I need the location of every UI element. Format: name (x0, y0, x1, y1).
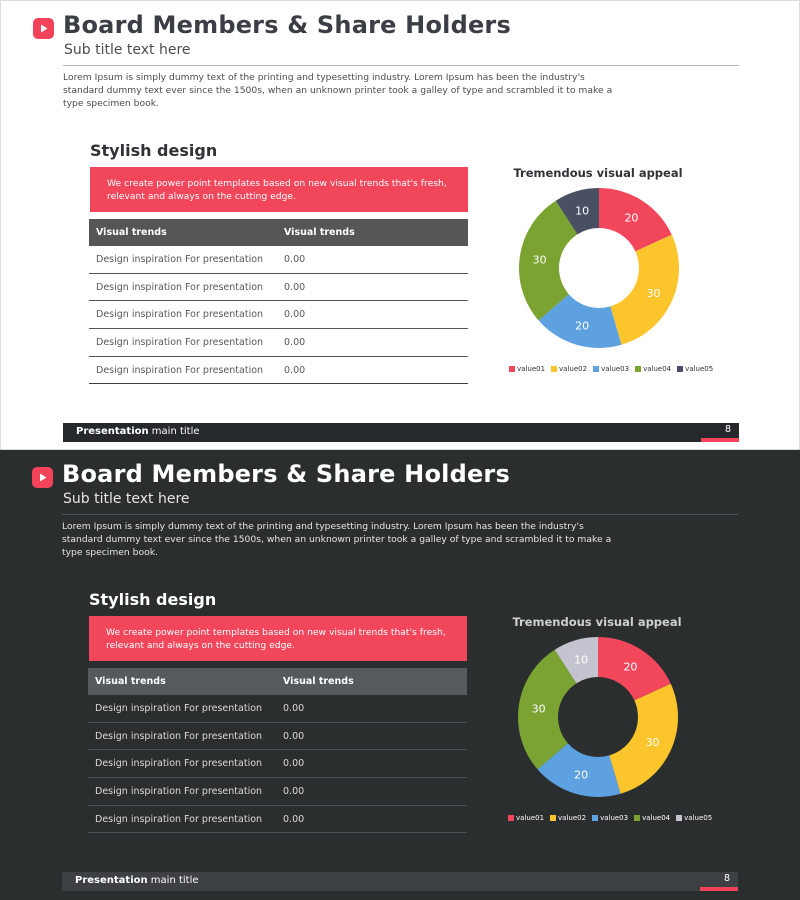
legend-label: value02 (558, 814, 587, 822)
section-heading: Stylish design (90, 141, 218, 160)
table-cell: 0.00 (283, 702, 305, 714)
footer-bar (63, 423, 739, 442)
legend-item-value03 (592, 814, 628, 822)
table-cell: Design inspiration For presentation (96, 364, 264, 376)
table-cell: 0.00 (283, 813, 305, 825)
legend-swatch (550, 815, 556, 821)
footer-title (76, 426, 200, 437)
footer-title-bold: Presentation (75, 875, 148, 886)
donut-chart (515, 184, 683, 352)
donut-slice-value02 (610, 235, 679, 345)
table-header (88, 668, 467, 695)
legend-swatch (676, 815, 682, 821)
table-cell: Design inspiration For presentation (96, 309, 264, 321)
table-header-cell: Visual trends (95, 676, 166, 687)
legend-label: value03 (601, 365, 630, 373)
chart-title: Tremendous visual appeal (512, 615, 682, 629)
legend-swatch (508, 815, 514, 821)
legend-label: value04 (643, 365, 672, 373)
table-cell: 0.00 (284, 364, 306, 376)
table-cell: 0.00 (284, 281, 306, 293)
legend-item-value05 (676, 814, 712, 822)
table-cell: Design inspiration For presentation (95, 785, 263, 797)
legend-item-value04 (634, 814, 670, 822)
legend-label: value01 (517, 365, 546, 373)
highlight-banner: We create power point templates based on new visual trends that's fresh, relevant and always on the cutting edge. (90, 167, 468, 212)
table-row (89, 301, 468, 329)
donut-slice-value02 (609, 684, 678, 794)
donut-data-label: 30 (646, 286, 661, 300)
table-cell: Design inspiration For presentation (95, 758, 263, 770)
table-cell: Design inspiration For presentation (96, 336, 264, 348)
play-logo-icon (33, 18, 54, 39)
chart-legend (509, 365, 719, 373)
footer-title-bold: Presentation (76, 426, 149, 437)
legend-label: value05 (684, 814, 713, 822)
table-cell: 0.00 (284, 309, 306, 321)
table-header-cell: Visual trends (96, 227, 167, 238)
page-subtitle: Sub title text here (64, 42, 191, 58)
donut-data-label: 20 (575, 319, 590, 333)
trends-table (89, 219, 468, 384)
footer-title-rest: main title (147, 875, 199, 886)
donut-data-label: 10 (574, 653, 589, 667)
table-cell: 0.00 (283, 730, 305, 742)
section-heading: Stylish design (89, 590, 217, 609)
legend-swatch (551, 366, 557, 372)
page-number: 8 (724, 424, 731, 435)
donut-data-label: 30 (532, 253, 547, 267)
table-row (89, 274, 468, 302)
table-header-cell: Visual trends (283, 676, 354, 687)
legend-label: value01 (516, 814, 545, 822)
table-cell: Design inspiration For presentation (96, 281, 264, 293)
table-row (89, 246, 468, 274)
donut-data-label: 30 (531, 702, 546, 716)
header-divider (62, 514, 738, 515)
page-number: 8 (723, 873, 730, 884)
page-number-badge (701, 423, 739, 442)
donut-data-label: 10 (575, 204, 590, 218)
legend-label: value03 (600, 814, 629, 822)
intro-paragraph: Lorem Ipsum is simply dummy text of the printing and typesetting industry. Lorem Ipsum has been the industry's standard dummy text ever since the 1500s, when an unknown printer took a galley of type and scrambled it to make a type specimen book. (63, 72, 613, 109)
legend-swatch (677, 366, 683, 372)
table-row (89, 357, 468, 385)
legend-item-value02 (550, 814, 586, 822)
table-cell: 0.00 (283, 785, 305, 797)
legend-swatch (635, 366, 641, 372)
legend-swatch (593, 366, 599, 372)
header-divider (63, 65, 739, 66)
page-accent-bar (701, 438, 739, 442)
table-row (89, 329, 468, 357)
chart-legend (508, 814, 718, 822)
donut-data-label: 20 (623, 660, 638, 674)
table-cell: 0.00 (283, 758, 305, 770)
donut-chart (514, 633, 682, 801)
legend-item-value02 (551, 365, 587, 373)
legend-label: value02 (559, 365, 588, 373)
page-subtitle: Sub title text here (63, 491, 190, 507)
legend-swatch (592, 815, 598, 821)
donut-data-label: 20 (624, 211, 639, 225)
donut-data-label: 30 (645, 735, 660, 749)
page-title: Board Members & Share Holders (63, 11, 511, 39)
footer-title (75, 875, 199, 886)
legend-item-value05 (677, 365, 713, 373)
legend-label: value04 (642, 814, 671, 822)
slide-dark (0, 450, 800, 900)
table-cell: Design inspiration For presentation (95, 702, 263, 714)
footer-bar (62, 872, 738, 891)
page-number-badge (700, 872, 738, 891)
trends-table (88, 668, 467, 833)
intro-paragraph: Lorem Ipsum is simply dummy text of the printing and typesetting industry. Lorem Ipsum has been the industry's standard dummy text ever since the 1500s, when an unknown printer took a galley of type and scrambled it to make a type specimen book. (62, 521, 612, 558)
table-row (88, 806, 467, 834)
table-cell: 0.00 (284, 253, 306, 265)
table-row (88, 723, 467, 751)
table-row (88, 778, 467, 806)
table-header-cell: Visual trends (284, 227, 355, 238)
table-row (88, 695, 467, 723)
play-logo-icon (32, 467, 53, 488)
page-accent-bar (700, 887, 738, 891)
legend-item-value03 (593, 365, 629, 373)
table-header (89, 219, 468, 246)
legend-swatch (509, 366, 515, 372)
table-cell: Design inspiration For presentation (95, 813, 263, 825)
legend-item-value01 (509, 365, 545, 373)
table-row (88, 750, 467, 778)
page-title: Board Members & Share Holders (62, 460, 510, 488)
table-cell: 0.00 (284, 336, 306, 348)
legend-item-value04 (635, 365, 671, 373)
legend-label: value05 (685, 365, 714, 373)
table-cell: Design inspiration For presentation (95, 730, 263, 742)
footer-title-rest: main title (148, 426, 200, 437)
chart-title: Tremendous visual appeal (513, 166, 683, 180)
highlight-banner: We create power point templates based on new visual trends that's fresh, relevant and always on the cutting edge. (89, 616, 467, 661)
legend-swatch (634, 815, 640, 821)
table-cell: Design inspiration For presentation (96, 253, 264, 265)
legend-item-value01 (508, 814, 544, 822)
donut-data-label: 20 (574, 768, 589, 782)
